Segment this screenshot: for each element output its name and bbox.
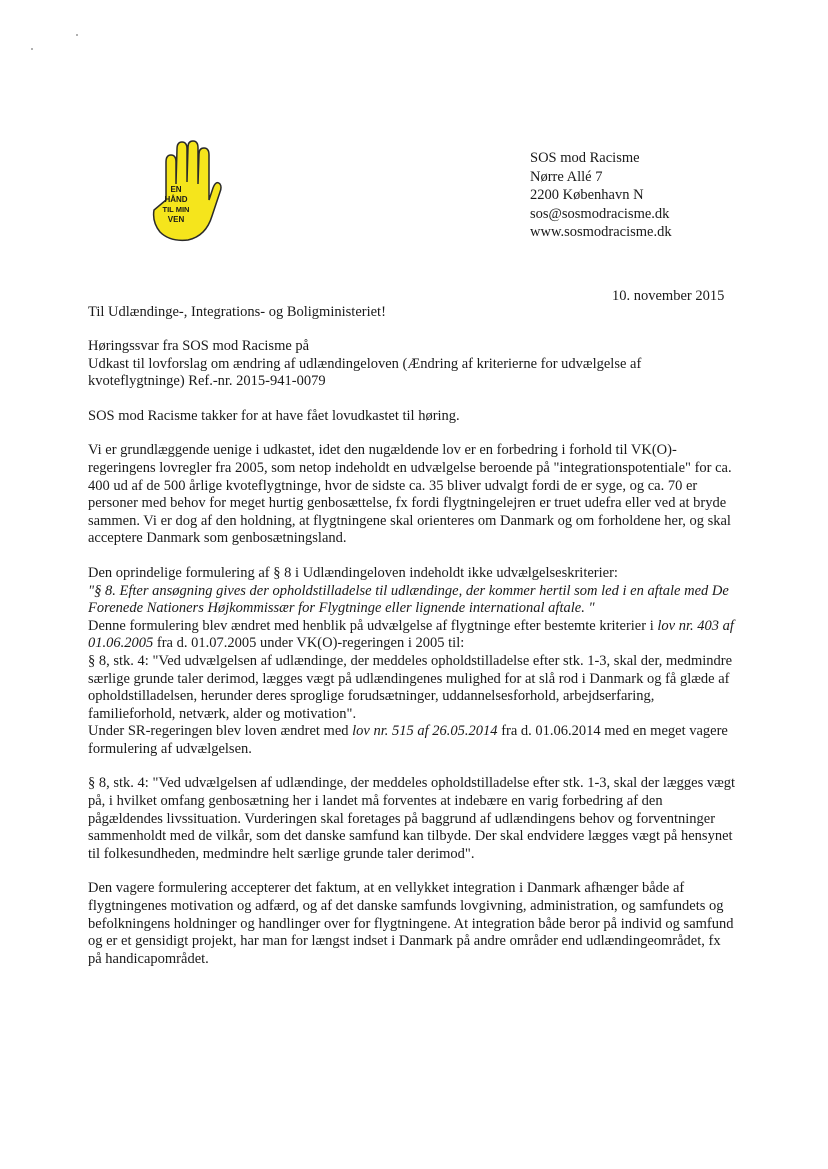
sender-address	[530, 149, 672, 242]
paragraph-current-law: § 8, stk. 4: "Ved udvælgelsen af udlændinge, der meddeles opholdstilladelse efter stk. 1-3, skal der lægges vægt på, i hvilket omfang genbosætning her i landet må forventes at indebære en varig forbedring af den pågældendes livssituation. Vurderingen skal foretages på baggrund af udlændingens behov og forventninger sammenholdt med de vilkår, som det danske samfund kan tilbyde. Der skal endvidere lægges vægt på hensynet til folkesundheden, medmindre helt særlige grunde taler derimod".	[88, 775, 736, 862]
logo-text-line: VEN	[167, 215, 185, 224]
hand-logo	[146, 140, 222, 244]
sender-city: 2200 København N	[530, 187, 644, 203]
subject-block	[88, 338, 736, 391]
letter-body	[88, 338, 736, 985]
hand-shape	[154, 141, 221, 240]
recipient-line: Til Udlændinge-, Integrations- og Boligministeriet!	[88, 304, 386, 320]
law-change-text: Denne formulering blev ændret med henblik på udvælgelse af flygtninge efter bestemte kriterier i	[88, 617, 654, 634]
subject-line-2: Udkast til lovforslag om ændring af udlændingeloven (Ændring af kriterierne for udvælgelse af kvoteflygtninge) Ref.-nr. 2015-941-0079	[88, 355, 642, 390]
scan-speck	[31, 48, 33, 50]
subject-line-1: Høringssvar fra SOS mod Racisme på	[88, 338, 310, 354]
law-change-2005	[88, 618, 736, 653]
scan-speck	[76, 34, 78, 36]
law-quote-2005: § 8, stk. 4: "Ved udvælgelsen af udlændinge, der meddeles opholdstilladelse efter stk. 1-3, skal der, medmindre særlige grunde taler derimod, lægges vægt på udlændingenes mulighed for at slå rod i Danmark og få glæde af opholdstilladelsen, herunder deres sproglige forudsætninger, uddannelsesforhold, arbejdserfaring, familieforhold, netværk, alder og motivation".	[88, 652, 733, 722]
paragraph-disagreement: Vi er grundlæggende uenige i udkastet, idet den nugældende lov er en forbedring i forhold til VK(O)-regeringens lovregler fra 2005, som netop indeholdt en udvælgelse beroende på "integrationspotentiale" for ca. 400 ud af de 500 årlige kvoteflygtninge, hvor de sidste ca. 35 bliver udvalgt fordi de er syge, og ca. 70 er personer med behov for meget hurtig genbosættelse, fx fordi flygtningelejren er truet udefra eller ved at bryde sammen. Vi er dog af den holdning, at flygtningene skal orienteres om Danmark og om forholdene her, og skal acceptere Danmark som genbosætningsland.	[88, 442, 732, 547]
sender-name: SOS mod Racisme	[530, 150, 640, 166]
logo-text-line: HÅND	[164, 195, 188, 204]
law-history-intro: Den oprindelige formulering af § 8 i Udlændingeloven indeholdt ikke udvælgelseskriterier:	[88, 564, 618, 581]
logo-text-line: TIL MIN	[162, 205, 190, 214]
law-change-text: Under SR-regeringen blev loven ændret med	[88, 723, 349, 740]
logo-text-line: EN	[170, 185, 182, 194]
sender-email: sos@sosmodracisme.dk	[530, 205, 670, 222]
law-reference-2014: lov nr. 515 af 26.05.2014	[352, 723, 498, 740]
law-reference-2005: lov nr. 403 af 01.06.2005	[88, 617, 734, 652]
law-change-2014	[88, 723, 736, 758]
letter-date: 10. november 2015	[612, 288, 725, 304]
intro-paragraph: SOS mod Racisme takker for at have fået lovudkastet til høring.	[88, 407, 460, 424]
sender-website: www.sosmodracisme.dk	[530, 224, 672, 240]
law-change-text: fra d. 01.06.2014 med en meget vagere formulering af udvælgelsen.	[88, 723, 728, 757]
sender-street: Nørre Allé 7	[530, 168, 603, 185]
paragraph-law-history	[88, 565, 736, 759]
paragraph-integration: Den vagere formulering accepterer det faktum, at en vellykket integration i Danmark afhænger både af flygtningenes motivation og adfærd, og af det danske samfunds lovgivning, administration, og samfundets og befolkningens holdninger og handlinger over for flygtningene. At integration både beror på individ og samfund og er et gensidigt projekt, har man for længst indset i Danmark på andre områder end udlændingeområdet, fx på handicapområdet.	[88, 880, 734, 967]
law-change-text: fra d. 01.07.2005 under VK(O)-regeringen i 2005 til:	[156, 635, 465, 652]
original-law-quote: "§ 8. Efter ansøgning gives der opholdstilladelse til udlændinge, der kommer hertil som led i en aftale med De Forenede Nationers Højkommissær for Flygtninge eller lignende international aftale. "	[88, 582, 729, 617]
